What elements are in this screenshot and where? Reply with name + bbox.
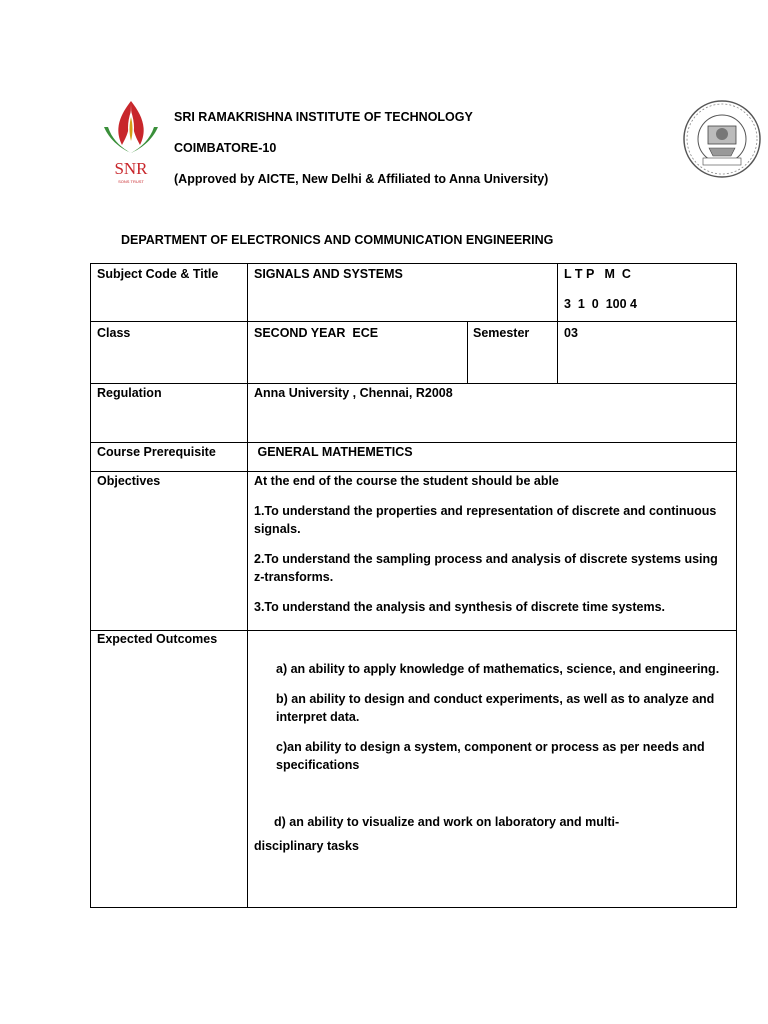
snr-logo-icon: [100, 97, 162, 187]
ltpmc-value: 3 1 0 100 4: [564, 297, 637, 311]
class-value: SECOND YEAR ECE: [254, 326, 379, 340]
institute-seal-icon: [681, 98, 763, 180]
outcome-item: disciplinary tasks: [254, 839, 359, 853]
outcomes-label: Expected Outcomes: [97, 632, 218, 646]
objectives-intro: At the end of the course the student should be able: [254, 474, 559, 488]
regulation-label: Regulation: [97, 386, 162, 400]
outcomes-list: [276, 660, 726, 774]
row-divider: [91, 321, 736, 322]
institute-approval: (Approved by AICTE, New Delhi & Affiliated to Anna University): [174, 172, 549, 186]
ltpmc-label: L T P M C: [564, 267, 631, 281]
objective-item: 2.To understand the sampling process and analysis of discrete systems using z-transforms.: [254, 552, 718, 584]
regulation-value: Anna University , Chennai, R2008: [254, 386, 453, 400]
class-label: Class: [97, 326, 131, 340]
outcome-item: a) an ability to apply knowledge of mathematics, science, and engineering.: [276, 662, 720, 676]
objectives-list: [254, 472, 724, 616]
svg-text:SONS TRUST: SONS TRUST: [118, 179, 144, 184]
semester-value: 03: [564, 326, 578, 340]
semester-label: Semester: [473, 326, 530, 340]
outcome-item: c)an ability to design a system, component or process as per needs and specifications: [276, 740, 705, 772]
objective-item: 3.To understand the analysis and synthesis of discrete time systems.: [254, 600, 666, 614]
svg-text:SNR: SNR: [114, 159, 148, 178]
subject-value: SIGNALS AND SYSTEMS: [254, 267, 403, 281]
objective-item: 1.To understand the properties and representation of discrete and continuous signals.: [254, 504, 717, 536]
institute-name: SRI RAMAKRISHNA INSTITUTE OF TECHNOLOGY: [174, 110, 473, 124]
department-title: DEPARTMENT OF ELECTRONICS AND COMMUNICATION ENGINEERING: [121, 233, 554, 247]
prereq-value: GENERAL MATHEMETICS: [254, 445, 413, 459]
column-divider: [247, 264, 248, 907]
prereq-label: Course Prerequisite: [97, 445, 216, 459]
column-divider: [467, 321, 468, 383]
institute-city: COIMBATORE-10: [174, 141, 277, 155]
outcome-item: d) an ability to visualize and work on laboratory and multi-: [274, 815, 620, 829]
outcome-item: b) an ability to design and conduct experiments, as well as to analyze and interpret data.: [276, 692, 715, 724]
subject-label: Subject Code & Title: [97, 267, 219, 281]
syllabus-table: [90, 263, 737, 908]
objectives-label: Objectives: [97, 474, 161, 488]
column-divider: [557, 264, 558, 383]
